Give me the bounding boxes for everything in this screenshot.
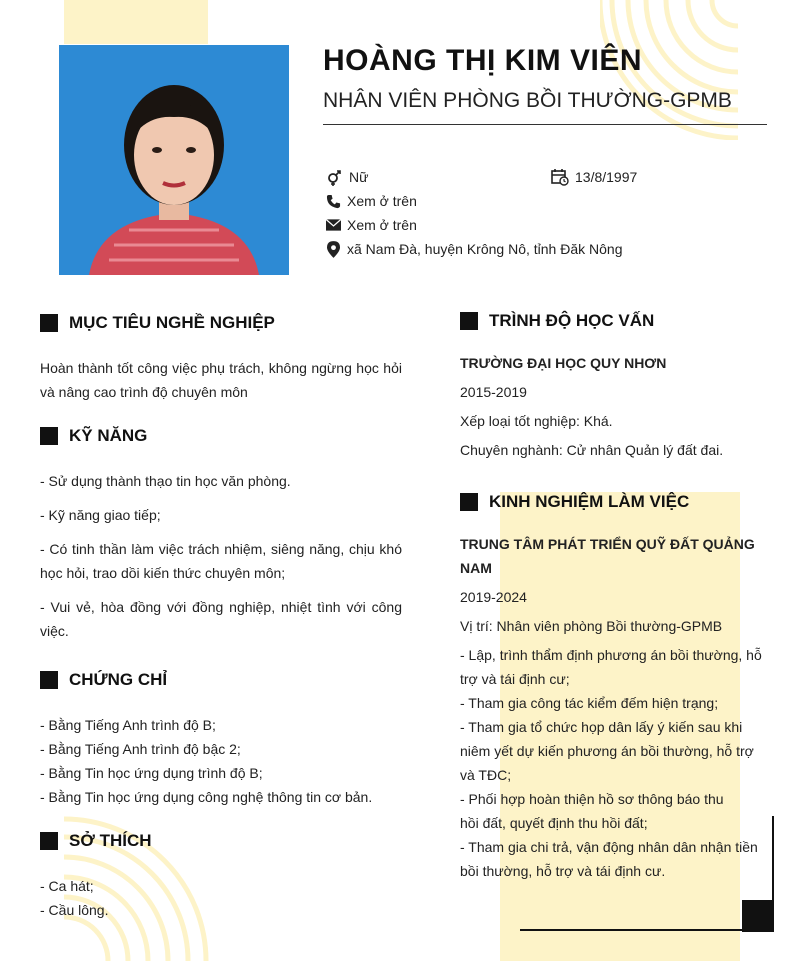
phone-value: Xem ở trên — [347, 193, 417, 209]
duty-item: - Tham gia tổ chức họp dân lấy ý kiến sau khi niêm yết dự kiến phương án bồi thường, hỗ trợ và TĐC; — [460, 719, 754, 783]
gender-value: Nữ — [349, 169, 369, 185]
phone-row — [325, 192, 417, 210]
skills-heading-text: KỸ NĂNG — [69, 426, 148, 445]
hobby-item: - Ca hát; — [40, 878, 94, 894]
decor-top-rect — [64, 0, 208, 44]
skill-item: - Kỹ năng giao tiếp; — [40, 507, 161, 523]
header-divider — [323, 124, 767, 125]
section-square-icon — [40, 671, 58, 689]
decor-bracket-horizontal — [520, 929, 742, 931]
candidate-name: HOÀNG THỊ KIM VIÊN — [323, 44, 643, 77]
duty-item: - Phối hợp hoàn thiện hồ sơ thông báo thu hồi đất, quyết định thu hồi đất; — [460, 791, 724, 831]
section-square-icon — [40, 314, 58, 332]
objective-heading-text: MỤC TIÊU NGHỀ NGHIỆP — [69, 313, 275, 332]
education-major: Chuyên nghành: Cử nhân Quản lý đất đai. — [460, 442, 724, 458]
section-square-icon — [460, 312, 478, 330]
skills-heading — [40, 426, 147, 446]
skill-item: - Sử dụng thành thạo tin học văn phòng. — [40, 473, 291, 489]
duty-item: - Lập, trình thẩm định phương án bồi thường, hỗ trợ và tái định cư; — [460, 647, 762, 687]
mail-icon — [325, 216, 341, 234]
phone-icon — [325, 192, 341, 210]
decor-corner-square — [742, 900, 774, 932]
address-value: xã Nam Đà, huyện Krông Nô, tỉnh Đăk Nông — [347, 241, 623, 257]
avatar — [59, 45, 289, 275]
hobby-item: - Cầu lông. — [40, 902, 109, 918]
school-name: TRƯỜNG ĐẠI HỌC QUY NHƠN — [460, 355, 667, 371]
job-title: NHÂN VIÊN PHÒNG BỒI THƯỜNG-GPMB — [323, 89, 732, 112]
skill-item: - Có tinh thần làm việc trách nhiệm, siêng năng, chịu khó học hỏi, trao dồi kiến thức chuyên môn; — [40, 541, 402, 581]
certificate-item: - Bằng Tiếng Anh trình độ B; — [40, 717, 216, 733]
education-grade: Xếp loại tốt nghiệp: Khá. — [460, 413, 613, 429]
calendar-icon — [551, 168, 569, 186]
profile-photo — [59, 45, 289, 275]
experience-heading-text: KINH NGHIỆM LÀM VIỆC — [489, 492, 690, 511]
experience-years: 2019-2024 — [460, 589, 527, 605]
hobbies-heading — [40, 831, 152, 851]
duty-item: - Tham gia chi trả, vận động nhân dân nhận tiền bồi thường, hỗ trợ và tái định cư. — [460, 839, 758, 879]
experience-position: Vị trí: Nhân viên phòng Bồi thường-GPMB — [460, 618, 723, 634]
certificates-heading-text: CHỨNG CHỈ — [69, 670, 168, 689]
address-row — [325, 240, 622, 258]
birthdate-value: 13/8/1997 — [575, 169, 638, 185]
hobbies-heading-text: SỞ THÍCH — [69, 831, 152, 850]
skill-item: - Vui vẻ, hòa đồng với đồng nghiệp, nhiệt tình với công việc. — [40, 599, 402, 639]
certificate-item: - Bằng Tin học ứng dụng công nghệ thông tin cơ bản. — [40, 789, 373, 805]
email-value: Xem ở trên — [347, 217, 417, 233]
email-row — [325, 216, 417, 234]
certificate-item: - Bằng Tin học ứng dụng trình độ B; — [40, 765, 263, 781]
certificates-heading — [40, 670, 167, 690]
education-years: 2015-2019 — [460, 384, 527, 400]
education-heading — [460, 311, 654, 331]
gender-row — [325, 168, 368, 186]
location-pin-icon — [325, 240, 341, 258]
section-square-icon — [40, 832, 58, 850]
company-name: TRUNG TÂM PHÁT TRIỂN QUỸ ĐẤT QUẢNG NAM — [460, 536, 755, 576]
education-heading-text: TRÌNH ĐỘ HỌC VẤN — [489, 311, 655, 330]
duty-item: - Tham gia công tác kiểm đếm hiện trạng; — [460, 695, 719, 711]
section-square-icon — [460, 493, 478, 511]
experience-heading — [460, 492, 689, 512]
birthdate-row — [551, 168, 637, 186]
gender-icon — [325, 168, 343, 186]
objective-text: Hoàn thành tốt công việc phụ trách, không ngừng học hỏi và nâng cao trình độ chuyên môn — [40, 360, 402, 400]
certificate-item: - Bằng Tiếng Anh trình độ bậc 2; — [40, 741, 241, 757]
section-square-icon — [40, 427, 58, 445]
objective-heading — [40, 313, 275, 333]
